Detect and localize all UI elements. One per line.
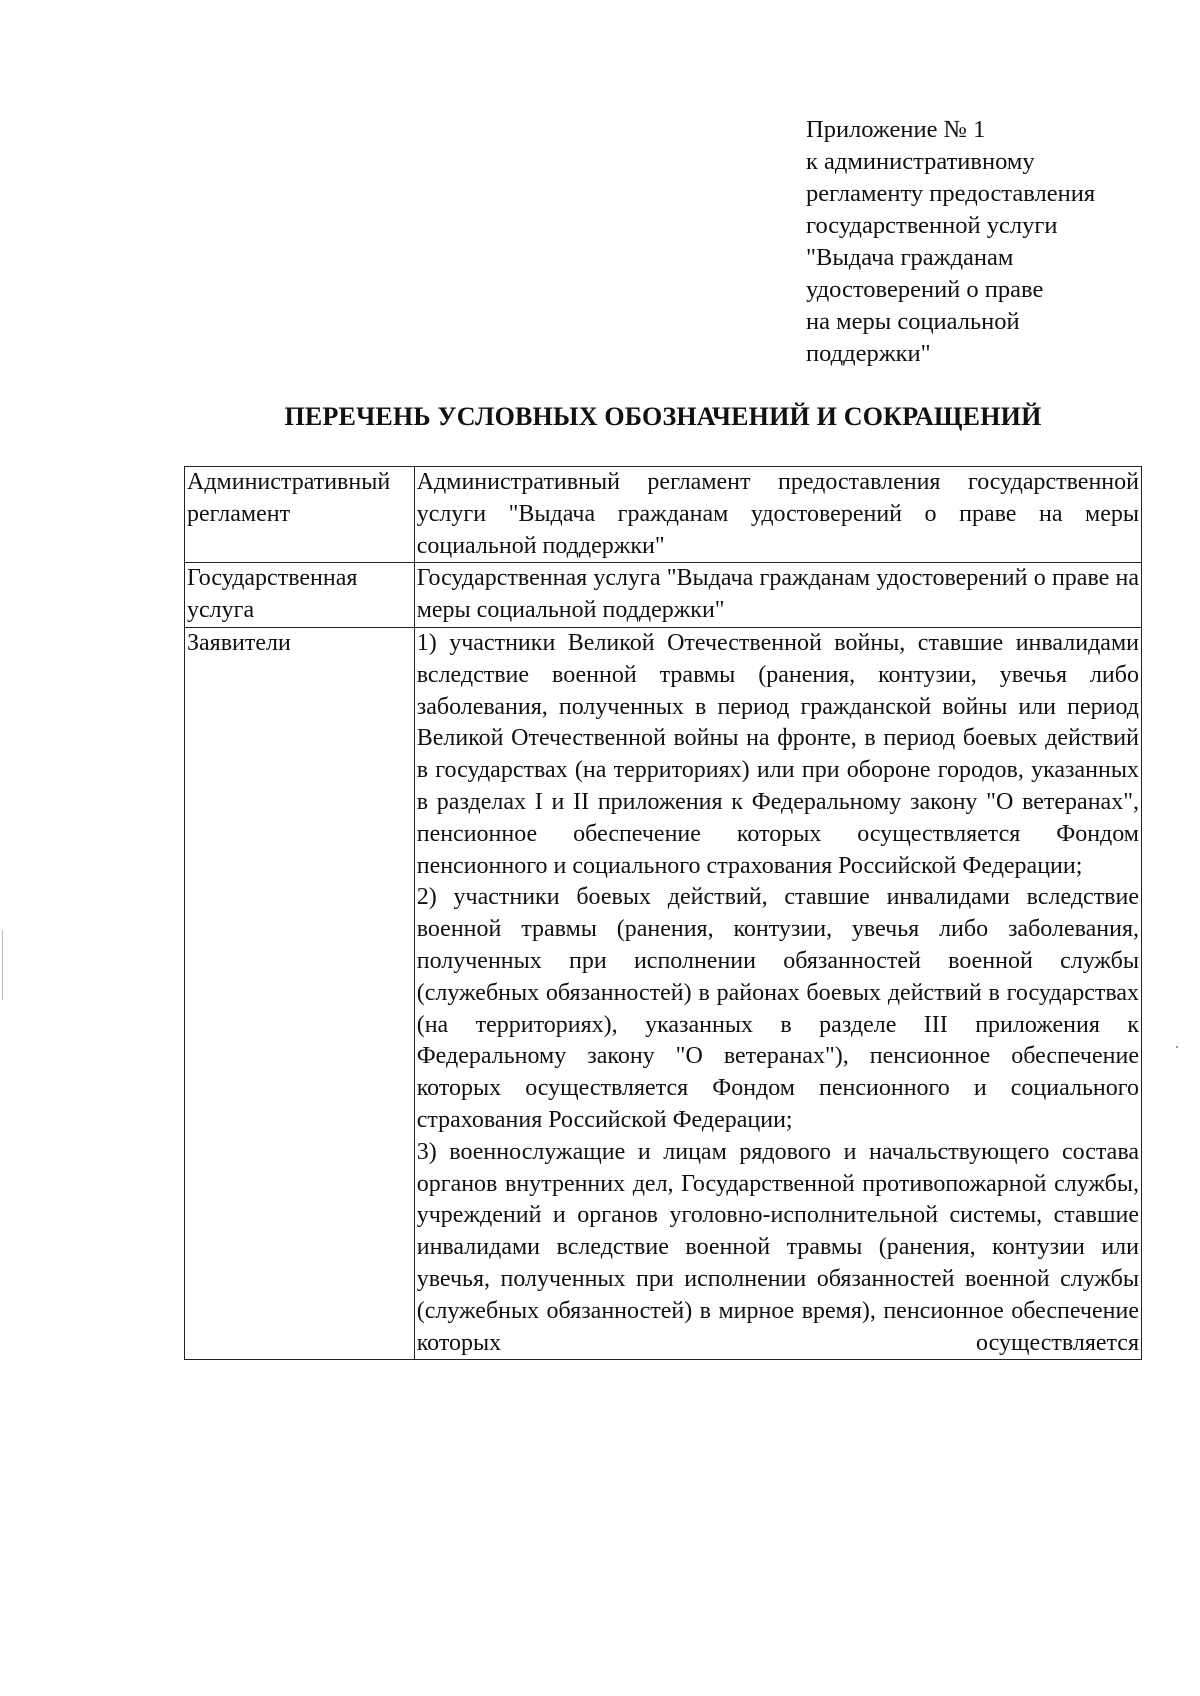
- appendix-line: "Выдача гражданам: [806, 244, 1014, 271]
- appendix-line: поддержки": [806, 340, 931, 367]
- term-cell: Государственная услуга: [185, 563, 415, 628]
- table-row: [185, 467, 1142, 563]
- appendix-line: государственной услуги: [806, 212, 1058, 239]
- term-cell: Административный регламент: [185, 467, 415, 563]
- term-cell: Заявители: [185, 627, 415, 1359]
- applicant-item: 3) военнослужащие и лицам рядового и начальствующего состава органов внутренних дел, Государственной противопожарной службы, учреждений и органов уголовно-исполнительной системы, ставшие инвалидами вследствие военной травмы (ранения, контузии или увечья, полученных при исполнении обязанностей военной службы (служебных обязанностей) в мирное время), пенсионное обеспечение которых осуществляется: [416, 1138, 1139, 1356]
- table-row: [185, 563, 1142, 628]
- appendix-reference: [806, 114, 1166, 370]
- definition-cell: Административный регламент предоставления государственной услуги "Выдача гражданам удостоверений о праве на меры социальной поддержки": [414, 467, 1141, 563]
- appendix-line: на меры социальной: [806, 308, 1020, 335]
- document-title: ПЕРЕЧЕНЬ УСЛОВНЫХ ОБОЗНАЧЕНИЙ И СОКРАЩЕНИЙ: [284, 402, 1042, 431]
- definition-cell: [414, 627, 1141, 1359]
- applicant-item: 1) участники Великой Отечественной войны, ставшие инвалидами вследствие военной травмы (ранения, контузии, увечья либо заболевания, полученных в период гражданской войны или период Великой Отечественной войны на фронте, в период боевых действий в государствах (на территориях) или при обороне городов, указанных в разделах I и II приложения к Федеральному закону "О ветеранах", пенсионное обеспечение которых осуществляется Фондом пенсионного и социального страхования Российской Федерации;: [416, 629, 1139, 879]
- abbreviations-table: [184, 466, 1142, 1360]
- definition-cell: Государственная услуга "Выдача гражданам удостоверений о праве на меры социальной поддержки": [414, 563, 1141, 628]
- applicant-item: 2) участники боевых действий, ставшие инвалидами вследствие военной травмы (ранения, контузии, увечья либо заболевания, полученных при исполнении обязанностей военной службы (служебных обязанностей) в районах боевых действий в государствах (на территориях), указанных в разделе III приложения к Федеральному закону "О ветеранах"), пенсионное обеспечение которых осуществляется Фондом пенсионного и социального страхования Российской Федерации;: [416, 884, 1139, 1133]
- appendix-line: удостоверений о праве: [806, 276, 1044, 303]
- table-row: [185, 627, 1142, 1359]
- appendix-line: Приложение № 1: [806, 116, 986, 143]
- scan-dust-dot: [1176, 1046, 1178, 1048]
- appendix-line: регламенту предоставления: [806, 180, 1096, 207]
- appendix-line: к административному: [806, 148, 1035, 175]
- scan-margin-mark: [2, 930, 3, 1000]
